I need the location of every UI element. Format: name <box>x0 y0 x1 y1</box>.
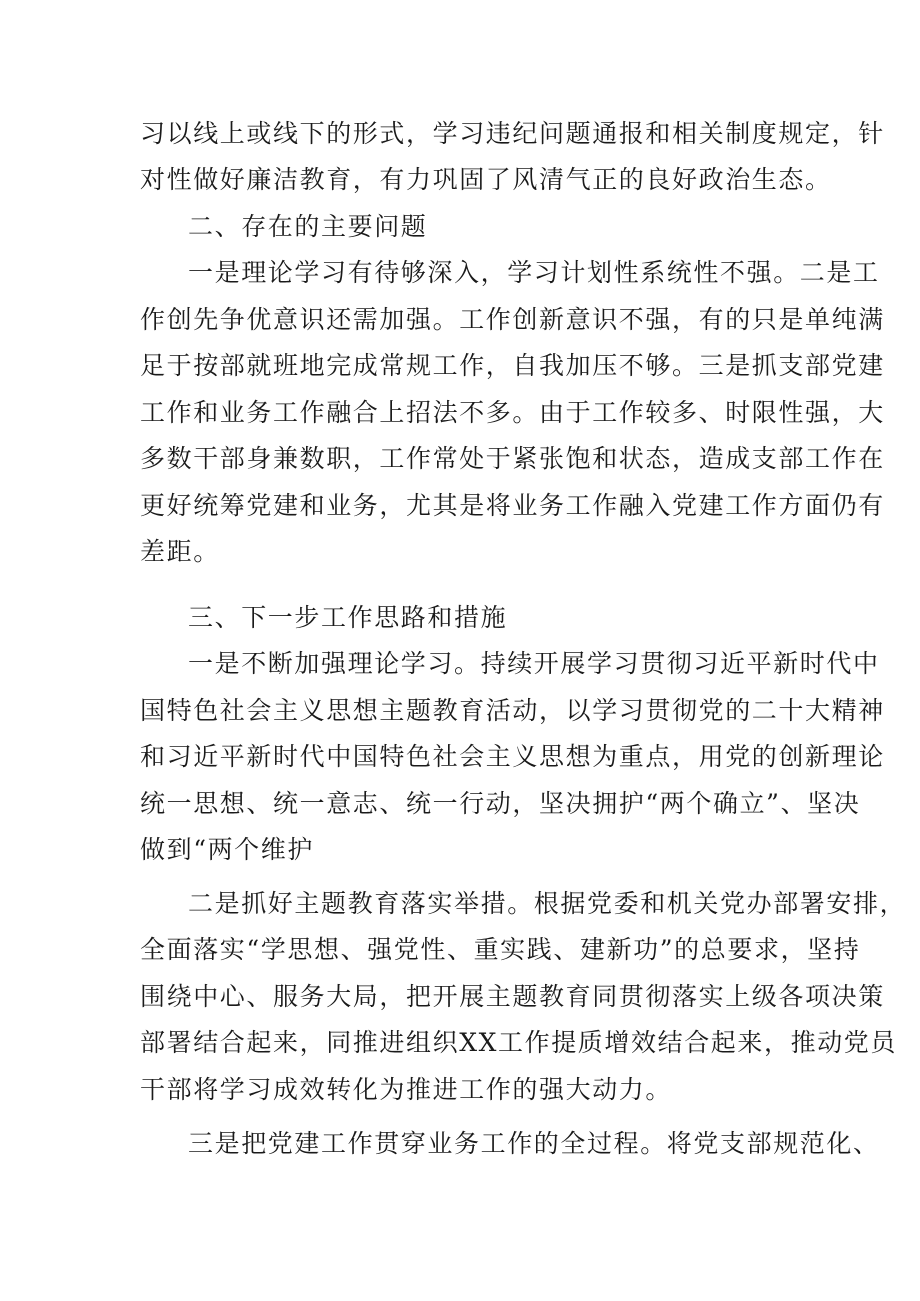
text-line: 统一思想、统一意志、统一行动，坚决拥护“两个确立”、坚决 <box>140 789 861 818</box>
text-line: 国特色社会主义思想主题教育活动，以学习贯彻党的二十大精神 <box>140 696 885 725</box>
text-line: 对性做好廉洁教育，有力巩固了风清气正的良好政治生态。 <box>140 165 832 194</box>
text-line: 三是把党建工作贯穿业务工作的全过程。将党支部规范化、 <box>188 1129 880 1158</box>
text-line: 足于按部就班地完成常规工作，自我加压不够。三是抓支部党建 <box>140 351 885 380</box>
text-line: 工作和业务工作融合上招法不多。由于工作较多、时限性强，大 <box>140 398 885 427</box>
text-line: 干部将学习成效转化为推进工作的强大动力。 <box>140 1075 673 1104</box>
text-line: 一是不断加强理论学习。持续开展学习贯彻习近平新时代中 <box>188 649 880 678</box>
text-line: 习以线上或线下的形式，学习违纪问题通报和相关制度规定，针 <box>140 119 885 148</box>
text-line: 和习近平新时代中国特色社会主义思想为重点，用党的创新理论 <box>140 742 885 771</box>
text-line: 差距。 <box>140 537 220 566</box>
text-line: 部署结合起来，同推进组织XX工作提质增效结合起来，推动党员 <box>140 1028 897 1057</box>
text-line: 围绕中心、服务大局，把开展主题教育同贯彻落实上级各项决策 <box>140 982 885 1011</box>
section-heading-problems: 二、存在的主要问题 <box>188 212 428 241</box>
text-line: 一是理论学习有待够深入，学习计划性系统性不强。二是工 <box>188 258 880 287</box>
section-heading-next-steps: 三、下一步工作思路和措施 <box>188 603 508 632</box>
text-line: 更好统筹党建和业务，尤其是将业务工作融入党建工作方面仍有 <box>140 491 885 520</box>
text-line: 作创先争优意识还需加强。工作创新意识不强，有的只是单纯满 <box>140 305 885 334</box>
text-line: 多数干部身兼数职，工作常处于紧张饱和状态，造成支部工作在 <box>140 444 885 473</box>
text-line: 全面落实“学思想、强党性、重实践、建新功”的总要求，坚持 <box>140 935 861 964</box>
text-line: 做到“两个维护 <box>140 835 314 864</box>
text-line: 二是抓好主题教育落实举措。根据党委和机关党办部署安排， <box>188 889 907 918</box>
